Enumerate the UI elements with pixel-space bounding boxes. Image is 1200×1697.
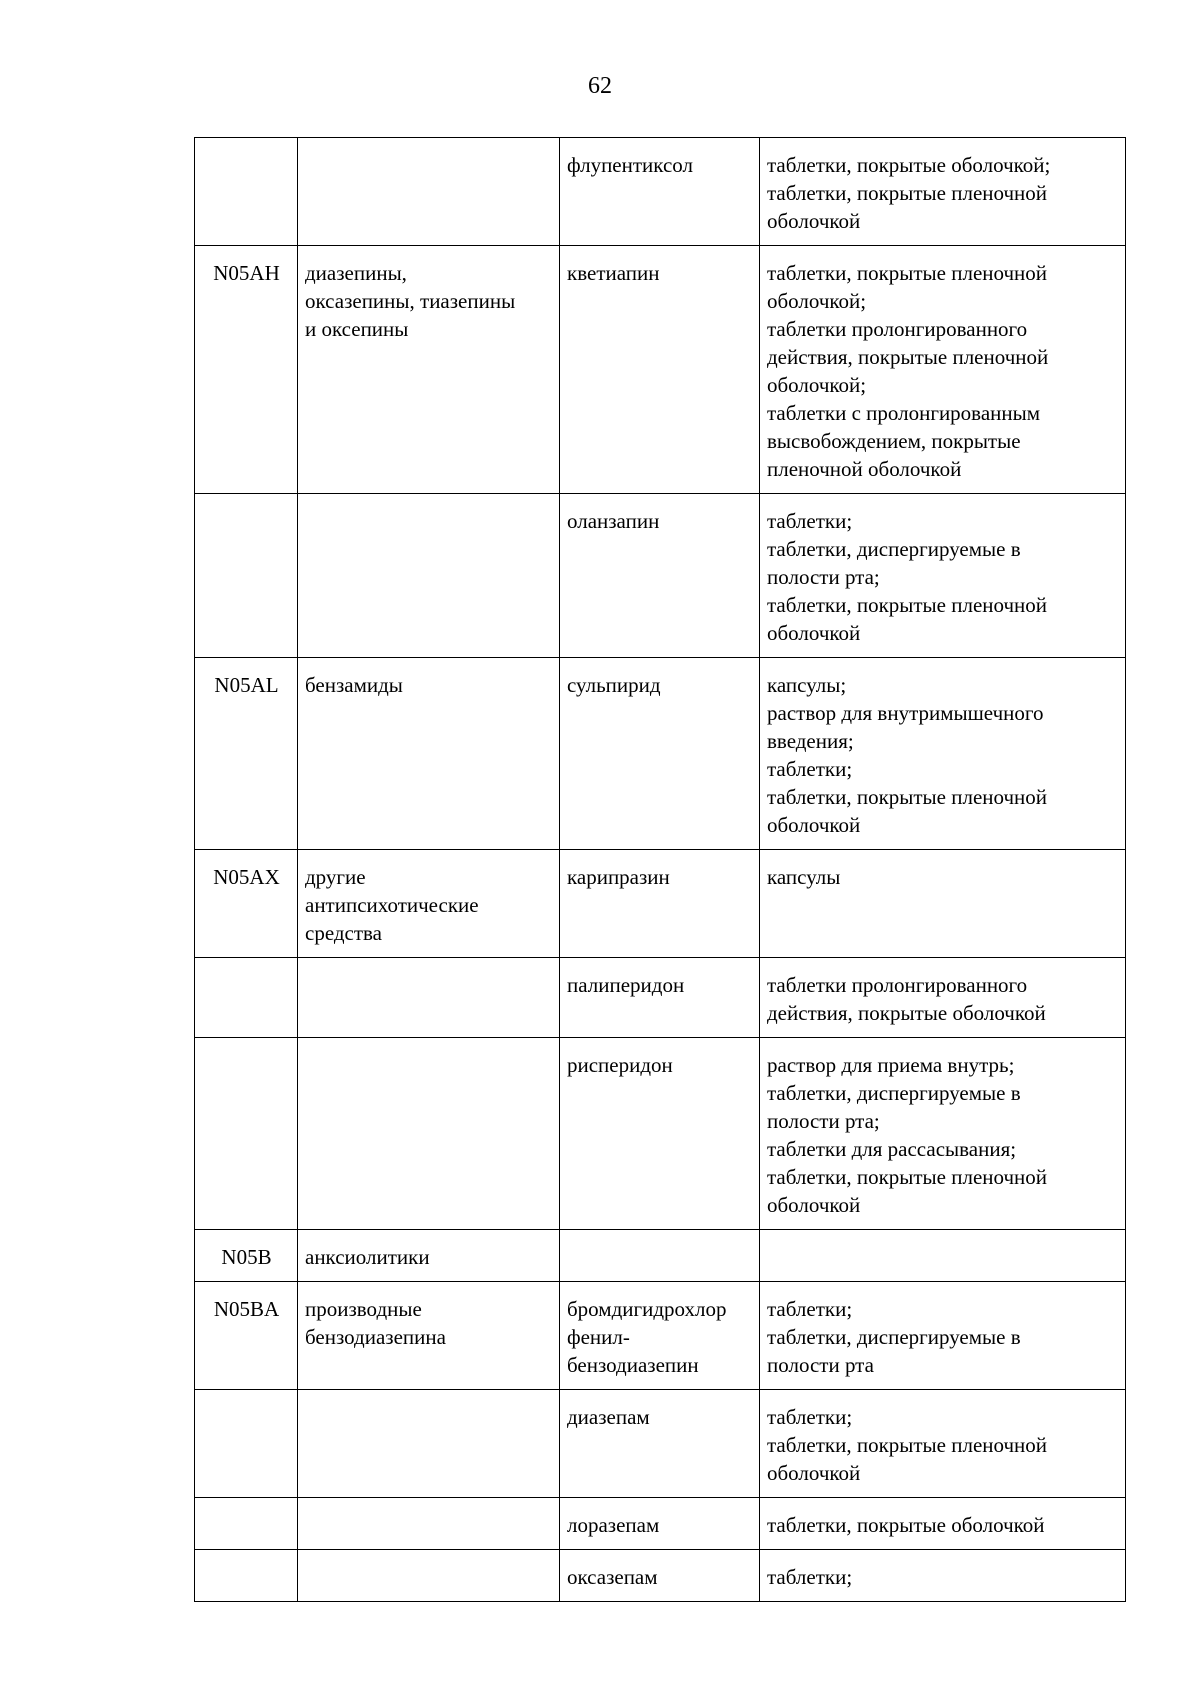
atc-group-name-line: диазепины, xyxy=(305,261,407,285)
substance-name-line: оксазепам xyxy=(567,1565,658,1589)
table-body xyxy=(195,138,1126,1602)
page-number: 62 xyxy=(588,73,612,99)
substance-name-cell xyxy=(560,658,760,850)
dosage-forms-cell xyxy=(760,1038,1126,1230)
atc-group-name-cell xyxy=(298,958,560,1038)
dosage-forms-line: оболочкой xyxy=(767,1461,861,1485)
substance-name-cell xyxy=(560,246,760,494)
dosage-forms-line: таблетки, диспергируемые в xyxy=(767,537,1021,561)
dosage-forms-line: таблетки; xyxy=(767,509,853,533)
substance-name-cell xyxy=(560,1038,760,1230)
atc-group-name-line: другие xyxy=(305,865,366,889)
dosage-forms-line: таблетки, диспергируемые в xyxy=(767,1325,1021,1349)
atc-code xyxy=(195,1498,298,1550)
dosage-forms-cell xyxy=(760,494,1126,658)
dosage-forms-line: оболочкой xyxy=(767,1193,861,1217)
atc-code xyxy=(195,1038,298,1230)
atc-code xyxy=(195,494,298,658)
dosage-forms-line: таблетки; xyxy=(767,1565,853,1589)
substance-name-cell xyxy=(560,1498,760,1550)
substance-name-cell xyxy=(560,138,760,246)
atc-group-name-line: и оксепины xyxy=(305,317,409,341)
atc-group-name-line: оксазепины, тиазепины xyxy=(305,289,516,313)
dosage-forms-line: оболочкой xyxy=(767,621,861,645)
dosage-forms-line: таблетки; xyxy=(767,1405,853,1429)
atc-code: N05BA xyxy=(195,1282,298,1390)
atc-code xyxy=(195,138,298,246)
atc-group-name-cell xyxy=(298,1038,560,1230)
substance-name-line: кветиапин xyxy=(567,261,660,285)
dosage-forms-line: таблетки, покрытые пленочной xyxy=(767,785,1048,809)
substance-name-line: сульпирид xyxy=(567,673,661,697)
atc-group-name-line: бензамиды xyxy=(305,673,403,697)
substance-name-line: оланзапин xyxy=(567,509,660,533)
dosage-forms-line: таблетки, покрытые оболочкой xyxy=(767,1513,1045,1537)
atc-group-name-cell xyxy=(298,1498,560,1550)
dosage-forms-line: оболочкой; xyxy=(767,289,867,313)
dosage-forms-line: раствор для внутримышечного xyxy=(767,701,1044,725)
dosage-forms-line: таблетки, покрытые пленочной xyxy=(767,181,1048,205)
dosage-forms-line: пленочной оболочкой xyxy=(767,457,962,481)
dosage-forms-line: полости рта; xyxy=(767,565,880,589)
dosage-forms-line: оболочкой; xyxy=(767,373,867,397)
dosage-forms-line: высвобождением, покрытые xyxy=(767,429,1021,453)
dosage-forms-cell xyxy=(760,1282,1126,1390)
dosage-forms-cell xyxy=(760,246,1126,494)
substance-name-line: бензодиазепин xyxy=(567,1353,699,1377)
dosage-forms-cell xyxy=(760,138,1126,246)
substance-name-line: флупентиксол xyxy=(567,153,693,177)
atc-group-name-line: анксиолитики xyxy=(305,1245,430,1269)
substance-name-cell xyxy=(560,850,760,958)
atc-group-name-cell xyxy=(298,246,560,494)
table-row xyxy=(195,1498,1126,1550)
dosage-forms-line: таблетки, покрытые оболочкой; xyxy=(767,153,1051,177)
substance-name-cell xyxy=(560,494,760,658)
dosage-forms-line: таблетки для рассасывания; xyxy=(767,1137,1017,1161)
table-row xyxy=(195,1230,1126,1282)
substance-name-line: фенил- xyxy=(567,1325,630,1349)
dosage-forms-cell xyxy=(760,850,1126,958)
dosage-forms-line: таблетки, покрытые пленочной xyxy=(767,261,1048,285)
substance-name-line: палиперидон xyxy=(567,973,685,997)
dosage-forms-line: раствор для приема внутрь; xyxy=(767,1053,1015,1077)
substance-name-cell xyxy=(560,1390,760,1498)
atc-group-name-cell xyxy=(298,1550,560,1602)
substance-name-cell xyxy=(560,1550,760,1602)
table-row xyxy=(195,1390,1126,1498)
atc-group-name-line: средства xyxy=(305,921,383,945)
atc-code: N05AX xyxy=(195,850,298,958)
atc-group-name-cell xyxy=(298,850,560,958)
substance-name-line: карипразин xyxy=(567,865,670,889)
table-row xyxy=(195,658,1126,850)
atc-group-name-line: антипсихотические xyxy=(305,893,479,917)
substance-name-cell xyxy=(560,1282,760,1390)
table-row xyxy=(195,1038,1126,1230)
atc-group-name-line: производные xyxy=(305,1297,422,1321)
atc-group-name-line: бензодиазепина xyxy=(305,1325,446,1349)
atc-code xyxy=(195,958,298,1038)
table-row xyxy=(195,850,1126,958)
atc-group-name-cell xyxy=(298,1230,560,1282)
table-row xyxy=(195,958,1126,1038)
table-row xyxy=(195,494,1126,658)
dosage-forms-line: полости рта; xyxy=(767,1109,880,1133)
dosage-forms-cell xyxy=(760,1390,1126,1498)
substance-name-cell xyxy=(560,1230,760,1282)
atc-code: N05AL xyxy=(195,658,298,850)
dosage-forms-line: таблетки с пролонгированным xyxy=(767,401,1041,425)
drug-table xyxy=(194,137,1126,1602)
dosage-forms-line: оболочкой xyxy=(767,209,861,233)
table-row xyxy=(195,1550,1126,1602)
dosage-forms-line: таблетки пролонгированного xyxy=(767,317,1028,341)
dosage-forms-cell xyxy=(760,958,1126,1038)
dosage-forms-line: капсулы; xyxy=(767,673,847,697)
substance-name-line: рисперидон xyxy=(567,1053,673,1077)
substance-name-line: бромдигидрохлор xyxy=(567,1297,727,1321)
dosage-forms-line: капсулы xyxy=(767,865,841,889)
dosage-forms-line: таблетки, покрытые пленочной xyxy=(767,1165,1048,1189)
atc-code xyxy=(195,1550,298,1602)
dosage-forms-line: оболочкой xyxy=(767,813,861,837)
atc-group-name-cell xyxy=(298,1282,560,1390)
dosage-forms-line: таблетки пролонгированного xyxy=(767,973,1028,997)
atc-code xyxy=(195,1390,298,1498)
atc-code: N05B xyxy=(195,1230,298,1282)
substance-name-cell xyxy=(560,958,760,1038)
substance-name-line: лоразепам xyxy=(567,1513,660,1537)
atc-group-name-cell xyxy=(298,494,560,658)
atc-code: N05AH xyxy=(195,246,298,494)
dosage-forms-cell xyxy=(760,1230,1126,1282)
atc-group-name-cell xyxy=(298,658,560,850)
dosage-forms-cell xyxy=(760,1550,1126,1602)
dosage-forms-line: таблетки; xyxy=(767,757,853,781)
dosage-forms-cell xyxy=(760,658,1126,850)
table-row xyxy=(195,138,1126,246)
dosage-forms-cell xyxy=(760,1498,1126,1550)
substance-name-line: диазепам xyxy=(567,1405,650,1429)
dosage-forms-line: таблетки, покрытые пленочной xyxy=(767,1433,1048,1457)
dosage-forms-line: таблетки; xyxy=(767,1297,853,1321)
dosage-forms-line: таблетки, диспергируемые в xyxy=(767,1081,1021,1105)
table-row xyxy=(195,1282,1126,1390)
atc-group-name-cell xyxy=(298,138,560,246)
dosage-forms-line: полости рта xyxy=(767,1353,874,1377)
dosage-forms-line: действия, покрытые пленочной xyxy=(767,345,1049,369)
dosage-forms-line: таблетки, покрытые пленочной xyxy=(767,593,1048,617)
dosage-forms-line: действия, покрытые оболочкой xyxy=(767,1001,1046,1025)
atc-group-name-cell xyxy=(298,1390,560,1498)
table-row xyxy=(195,246,1126,494)
dosage-forms-line: введения; xyxy=(767,729,854,753)
